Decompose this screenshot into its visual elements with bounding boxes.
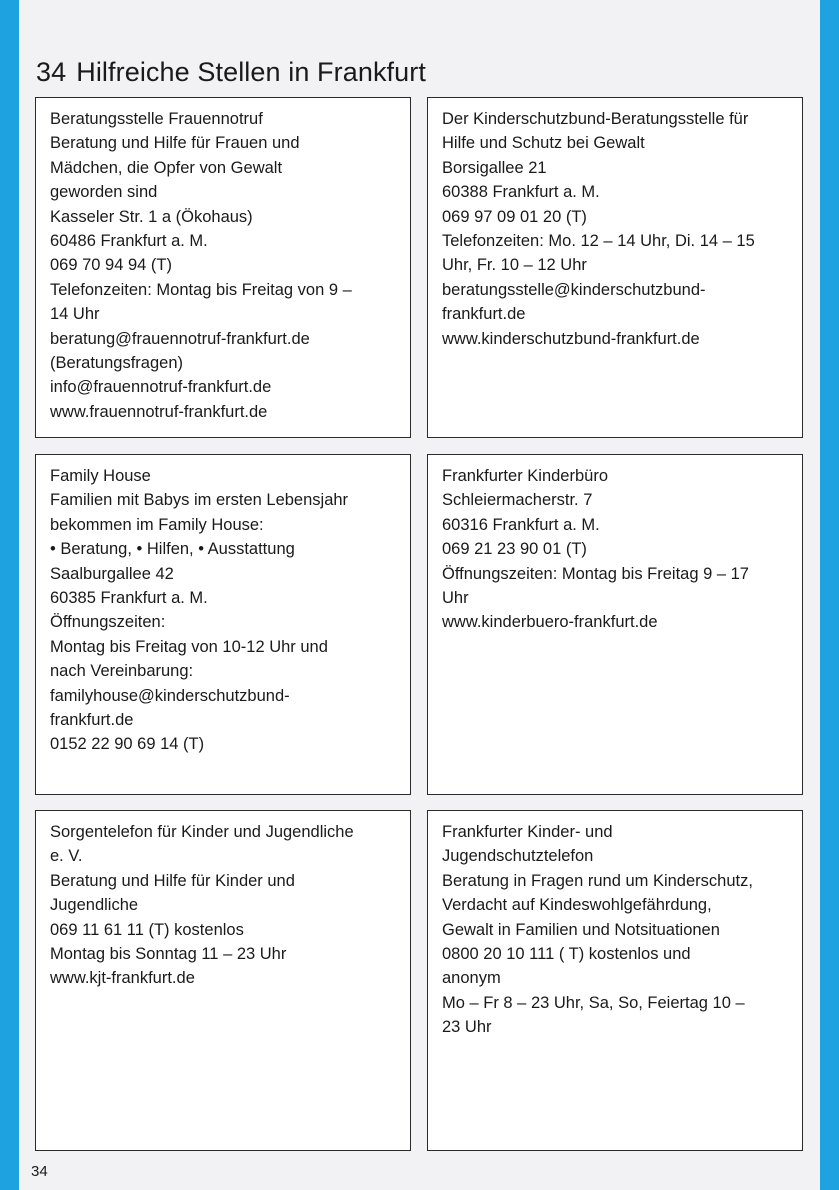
contact-card-jugendschutztelefon: [427, 810, 803, 1151]
card-line: Jugendschutztelefon: [442, 847, 594, 866]
card-line: Saalburgallee 42: [50, 564, 174, 583]
card-line: (Beratungsfragen): [50, 354, 183, 373]
contact-card-family-house: [35, 454, 411, 795]
card-line: beratungsstelle@kinderschutzbund-: [442, 280, 706, 299]
card-line: Hilfe und Schutz bei Gewalt: [442, 134, 645, 153]
card-line: Frankfurter Kinderbüro: [442, 467, 608, 485]
card-line: nach Vereinbarung:: [50, 662, 194, 681]
card-line: Verdacht auf Kindeswohlgefährdung,: [442, 896, 712, 915]
card-line: Beratung in Fragen rund um Kinderschutz,: [442, 871, 753, 890]
card-line: frankfurt.de: [50, 711, 134, 730]
card-line: Montag bis Freitag von 10-12 Uhr und: [50, 637, 328, 656]
card-line: 14 Uhr: [50, 305, 100, 324]
card-line: Montag bis Sonntag 11 – 23 Uhr: [50, 945, 287, 964]
right-accent-bar: [820, 0, 839, 1190]
card-line: Mädchen, die Opfer von Gewalt: [50, 158, 283, 177]
card-line: Gewalt in Familien und Notsituationen: [442, 920, 720, 939]
card-line: Der Kinderschutzbund-Beratungsstelle für: [442, 110, 749, 128]
card-line: Beratungsstelle Frauennotruf: [50, 110, 263, 128]
card-line: 069 11 61 11 (T) kostenlos: [50, 920, 244, 939]
card-line: bekommen im Family House:: [50, 515, 264, 534]
card-line: Mo – Fr 8 – 23 Uhr, Sa, So, Feiertag 10 –: [442, 993, 745, 1012]
card-line: familyhouse@kinderschutzbund-: [50, 686, 290, 705]
card-line: frankfurt.de: [442, 305, 526, 324]
contact-card-frauennotruf: [35, 97, 411, 438]
card-line: www.frauennotruf-frankfurt.de: [50, 402, 268, 421]
card-line: 60385 Frankfurt a. M.: [50, 589, 208, 608]
card-line: Familien mit Babys im ersten Lebensjahr: [50, 491, 349, 510]
contact-card-kinderbuero: [427, 454, 803, 795]
section-number: 34: [36, 57, 67, 87]
card-line: Sorgentelefon für Kinder und Jugendliche: [50, 823, 354, 841]
card-line: Telefonzeiten: Mo. 12 – 14 Uhr, Di. 14 – 15: [442, 232, 755, 251]
card-line: info@frauennotruf-frankfurt.de: [50, 378, 272, 397]
card-line: 23 Uhr: [442, 1018, 492, 1037]
card-line: Family House: [50, 467, 151, 485]
card-line: Uhr: [442, 589, 469, 608]
card-line: 60316 Frankfurt a. M.: [442, 515, 600, 534]
card-line: Schleiermacherstr. 7: [442, 491, 593, 510]
card-line: Telefonzeiten: Montag bis Freitag von 9 –: [50, 280, 352, 299]
page-number: 34: [31, 1163, 48, 1180]
card-line: www.kjt-frankfurt.de: [50, 969, 195, 988]
card-line: Borsigallee 21: [442, 158, 547, 177]
card-line: beratung@frauennotruf-frankfurt.de: [50, 329, 310, 348]
card-line: 0152 22 90 69 14 (T): [50, 735, 205, 754]
card-line: geworden sind: [50, 183, 158, 202]
card-line: 069 70 94 94 (T): [50, 256, 172, 275]
contact-card-sorgentelefon: [35, 810, 411, 1151]
card-line: Jugendliche: [50, 896, 139, 915]
card-line: 069 21 23 90 01 (T): [442, 540, 587, 559]
card-line: Frankfurter Kinder- und: [442, 823, 613, 841]
card-line: Beratung und Hilfe für Kinder und: [50, 871, 295, 890]
card-line: • Beratung, • Hilfen, • Ausstattung: [50, 540, 295, 559]
page-title: [36, 57, 426, 88]
card-line: www.kinderschutzbund-frankfurt.de: [442, 329, 700, 348]
card-line: Öffnungszeiten: Montag bis Freitag 9 – 17: [442, 564, 749, 583]
card-line: anonym: [442, 969, 501, 988]
card-line: 0800 20 10 111 ( T) kostenlos und: [442, 945, 691, 964]
card-line: e. V.: [50, 847, 83, 866]
card-line: Beratung und Hilfe für Frauen und: [50, 134, 300, 153]
section-heading: Hilfreiche Stellen in Frankfurt: [76, 57, 426, 87]
card-line: Uhr, Fr. 10 – 12 Uhr: [442, 256, 587, 275]
contact-card-kinderschutzbund-beratungsstelle: [427, 97, 803, 438]
card-line: 069 97 09 01 20 (T): [442, 207, 587, 226]
card-line: 60388 Frankfurt a. M.: [442, 183, 600, 202]
card-line: Öffnungszeiten:: [50, 613, 166, 632]
left-accent-bar: [0, 0, 19, 1190]
card-line: Kasseler Str. 1 a (Ökohaus): [50, 207, 253, 226]
card-line: 60486 Frankfurt a. M.: [50, 232, 208, 251]
card-line: www.kinderbuero-frankfurt.de: [442, 613, 658, 632]
